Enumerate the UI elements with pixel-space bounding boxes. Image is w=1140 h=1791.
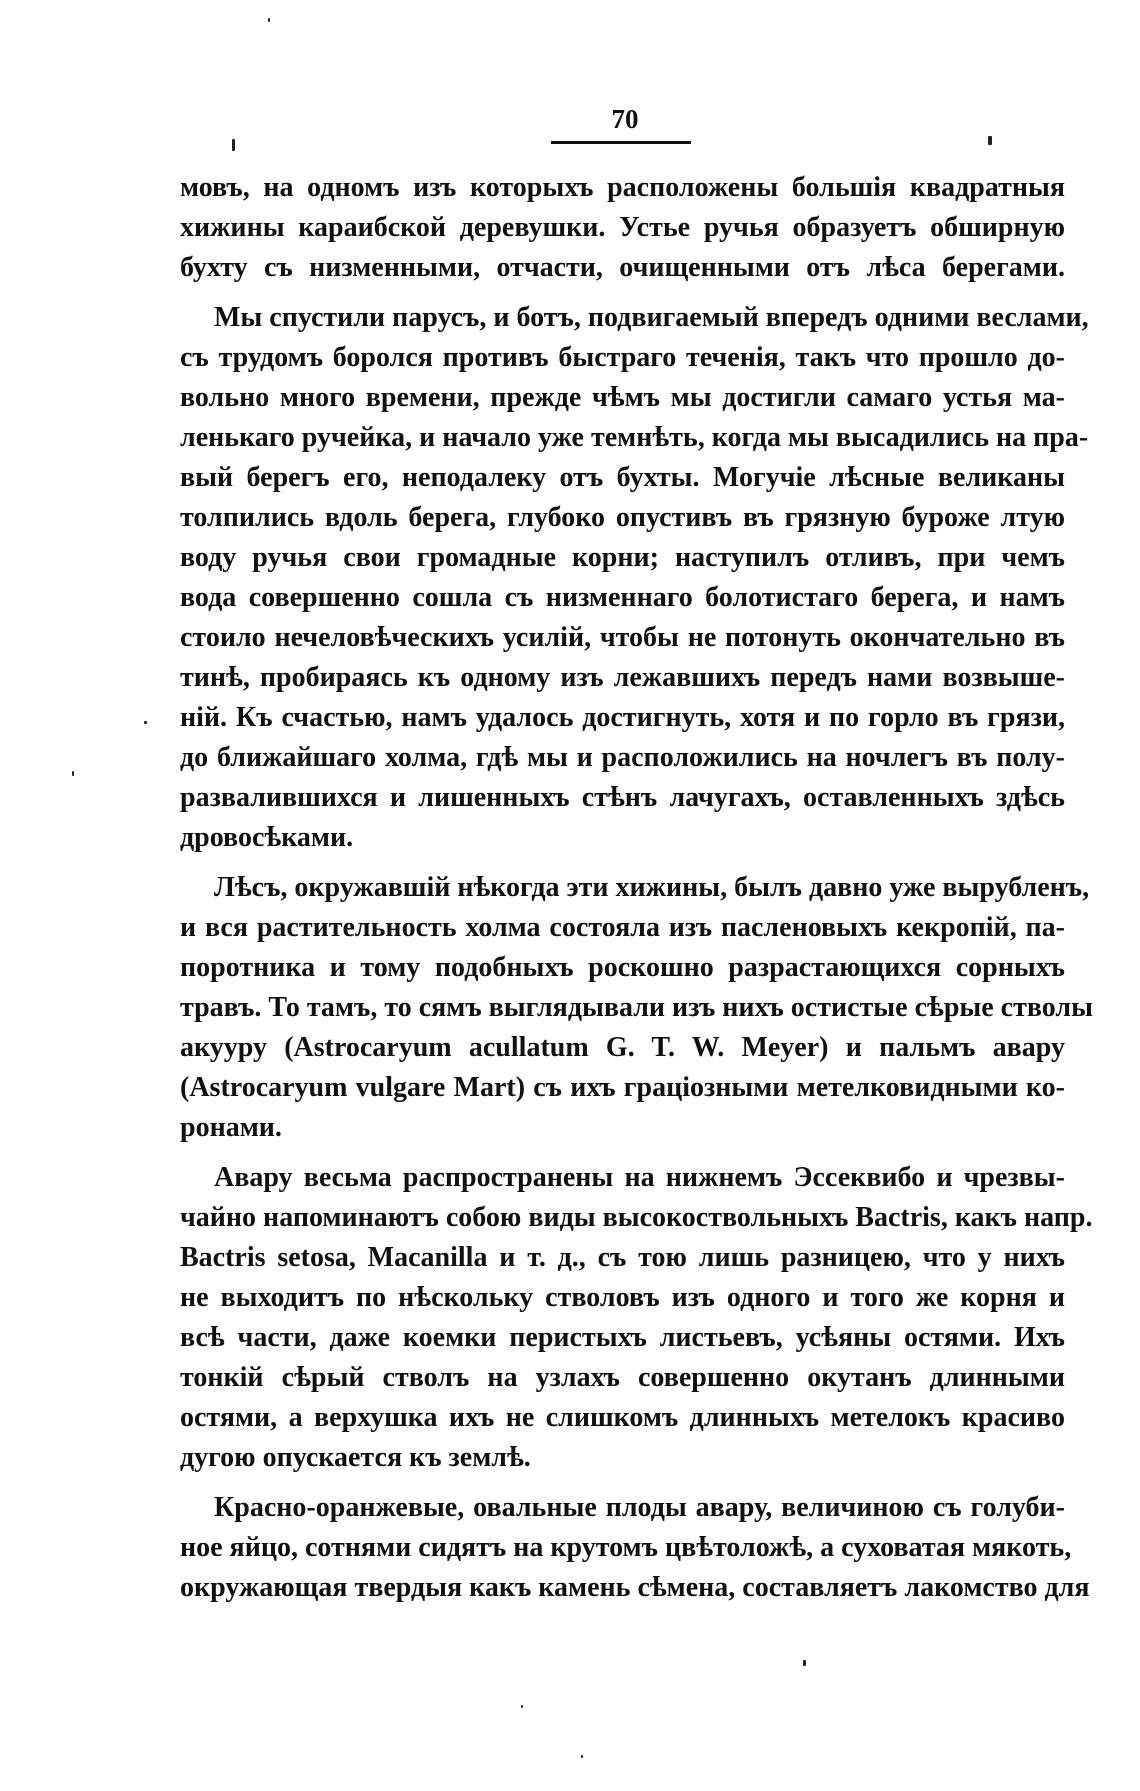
text-line: ленькаго ручейка, и начало уже темнѣть, когда мы высадились на пра- [180, 422, 1089, 453]
text-line: остями, а верхушка ихъ не слишкомъ длинныхъ метелокъ красиво [180, 1402, 1065, 1433]
scan-speck [803, 1660, 806, 1666]
text-line: хижины караибской деревушки. Устье ручья образуетъ обширную [180, 212, 1065, 243]
text-line: ній. Къ счастью, намъ удалось достигнуть, хотя и по горло въ грязи, [180, 702, 1065, 733]
text-line: дровосѣками. [180, 822, 354, 853]
text-line: окружающая твердыя какъ камень сѣмена, составляетъ лакомство для [180, 1572, 1090, 1603]
paragraph [180, 868, 1093, 1148]
header-rule [551, 141, 691, 144]
text-line: Лѣсъ, окружавшій нѣкогда эти хижины, былъ давно уже вырубленъ, [214, 872, 1090, 903]
text-line: развалившихся и лишенныхъ стѣнъ лачугахъ, оставленныхъ здѣсь [180, 782, 1065, 813]
scan-speck [232, 139, 235, 151]
page-number: 70 [611, 104, 639, 134]
paragraph [180, 1488, 1090, 1608]
text-line: Мы спустили парусъ, и ботъ, подвигаемый впередъ одними веслами, [214, 302, 1089, 333]
scan-speck [72, 771, 74, 776]
text-line: чайно напоминаютъ собою виды высокоствольныхъ Bactris, какъ напр. [180, 1202, 1093, 1233]
text-line: ронами. [180, 1112, 282, 1143]
text-line: воду ручья свои громадные корни; наступилъ отливъ, при чемъ [180, 542, 1065, 573]
scan-speck [144, 721, 147, 724]
text-line: съ трудомъ боролся противъ быстраго теченія, такъ что прошло до- [180, 342, 1065, 373]
text-line: травъ. То тамъ, то сямъ выглядывали изъ нихъ остистые сѣрые стволы [180, 992, 1093, 1023]
text-line: до ближайшаго холма, гдѣ мы и расположились на ночлегъ въ полу- [180, 742, 1065, 773]
text-line: тонкій сѣрый стволъ на узлахъ совершенно окутанъ длинными [180, 1362, 1065, 1393]
body-text [180, 168, 1093, 1608]
text-line: толпились вдоль берега, глубоко опустивъ въ грязную буроже лтую [180, 502, 1065, 533]
text-line: Bactris setosa, Macanilla и т. д., съ тою лишь разницею, что у нихъ [180, 1242, 1065, 1273]
text-line: акуyру (Astrocaryum acullatum G. T. W. Meyer) и пальмъ авару [180, 1032, 1065, 1063]
paragraph [180, 168, 1065, 288]
scan-speck [268, 18, 270, 22]
text-line: Авару весьма распространены на нижнемъ Эссеквибо и чрезвы- [214, 1162, 1065, 1193]
text-line: Красно-оранжевые, овальные плоды авару, величиною съ голуби- [214, 1492, 1065, 1523]
text-line: поротника и тому подобныхъ роскошно разрастающихся сорныхъ [180, 952, 1065, 983]
text-line: вый берегъ его, неподалеку отъ бухты. Могучіе лѣсные великаны [180, 462, 1065, 493]
text-line: и вся растительность холма состояла изъ пасленовыхъ кекропій, па- [180, 912, 1065, 943]
text-line: тинѣ, пробираясь къ одному изъ лежавшихъ передъ нами возвыше- [180, 662, 1065, 693]
text-line: ное яйцо, сотнями сидятъ на крутомъ цвѣтоложѣ, а суховатая мякоть, [180, 1532, 1072, 1563]
scan-speck [521, 1705, 523, 1708]
text-line: (Astrocaryum vulgare Mart) съ ихъ граціозными метелковидными ко- [180, 1072, 1065, 1103]
text-line: вода совершенно сошла съ низменнаго болотистаго берега, и намъ [180, 582, 1065, 613]
text-line: дугою опускается къ землѣ. [180, 1442, 531, 1473]
scan-speck [581, 1755, 583, 1758]
text-line: мовъ, на одномъ изъ которыхъ расположены большія квадратныя [180, 172, 1065, 203]
scan-speck [988, 136, 992, 145]
paragraph [180, 298, 1089, 858]
paragraph [180, 1158, 1093, 1478]
text-line: всѣ части, даже коемки перистыхъ листьевъ, усѣяны остями. Ихъ [180, 1322, 1065, 1353]
text-line: бухту съ низменными, отчасти, очищенными отъ лѣса берегами. [180, 252, 1065, 283]
text-line: стоило нечеловѣческихъ усилій, чтобы не потонуть окончательно въ [180, 622, 1065, 653]
text-line: вольно много времени, прежде чѣмъ мы достигли самаго устья ма- [180, 382, 1065, 413]
text-line: не выходитъ по нѣскольку стволовъ изъ одного и того же корня и [180, 1282, 1065, 1313]
